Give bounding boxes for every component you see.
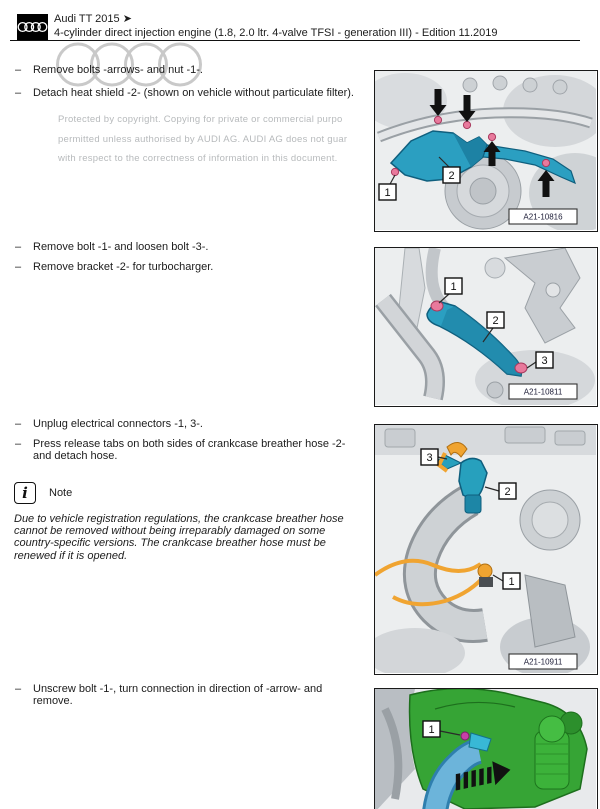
engine-illustration [375, 71, 596, 230]
svg-text:1: 1 [384, 187, 391, 199]
callout-2 [443, 167, 460, 183]
svg-text:2: 2 [492, 315, 499, 327]
audi-rings-icon [17, 14, 48, 40]
note-icon-glyph: i [22, 484, 28, 502]
header-title: Audi TT 2015 ➤ [54, 13, 132, 25]
copyright-line: with respect to the correctness of information in this document. [58, 153, 338, 164]
header-text [54, 13, 498, 40]
svg-text:A21-10911: A21-10911 [523, 657, 563, 667]
callout-1 [379, 184, 396, 200]
engine-illustration [375, 248, 596, 405]
callout-1 [503, 573, 520, 589]
figure-label [509, 654, 577, 669]
header-rule [10, 40, 580, 41]
svg-text:1: 1 [450, 281, 457, 293]
electrical-connector [478, 564, 492, 578]
callout-2 [499, 483, 516, 499]
figure-breather-hose [374, 424, 598, 675]
figure-turbo-connection [374, 688, 598, 809]
figure-label [509, 209, 577, 224]
instruction-item [15, 418, 360, 430]
svg-text:2: 2 [448, 170, 455, 182]
svg-text:1: 1 [508, 576, 515, 588]
engine-illustration [375, 689, 596, 809]
bullet-dash: – [15, 64, 22, 76]
bullet-dash: – [15, 683, 22, 695]
callout-1 [445, 278, 462, 294]
bullet-dash: – [15, 418, 22, 430]
copyright-line: permitted unless authorised by AUDI AG. AUDI AG does not guar [58, 133, 348, 145]
instruction-item [15, 683, 360, 708]
instruction-text: Remove bracket -2- for turbocharger. [33, 261, 214, 273]
callout-2 [487, 312, 504, 328]
bullet-dash: – [15, 87, 22, 99]
connector-body [479, 577, 493, 587]
instruction-item [15, 261, 360, 273]
instruction-item [15, 241, 360, 253]
instruction-text: Detach heat shield -2- (shown on vehicle without particulate filter). [33, 87, 354, 99]
instruction-text: Remove bolts -arrows- and nut -1-. [33, 64, 203, 76]
bullet-dash: – [15, 438, 22, 450]
callout-3 [421, 449, 438, 465]
bullet-dash: – [15, 261, 22, 273]
instruction-item [15, 64, 360, 76]
instruction-item [15, 438, 360, 463]
figure-label [509, 384, 577, 399]
figure-heat-shield [374, 70, 598, 232]
instruction-text: Remove bolt -1- and loosen bolt -3-. [33, 241, 209, 253]
note-info-icon [14, 482, 36, 504]
svg-text:3: 3 [541, 355, 548, 367]
figure-turbo-bracket [374, 247, 598, 407]
callout-1 [423, 721, 440, 737]
instruction-text: Unscrew bolt -1-, turn connection in direction of -arrow- and remove. [33, 683, 323, 708]
audi-logo-box [17, 14, 48, 40]
instruction-text: Press release tabs on both sides of crankcase breather hose -2- and detach hose. [33, 438, 346, 463]
engine-illustration [375, 425, 596, 673]
instruction-text: Unplug electrical connectors -1, 3-. [33, 418, 203, 430]
bolt-marker [461, 732, 469, 740]
svg-text:A21-10811: A21-10811 [523, 387, 563, 397]
svg-text:1: 1 [428, 724, 435, 736]
svg-text:2: 2 [504, 486, 511, 498]
copyright-line: Protected by copyright. Copying for private or commercial purpo [58, 114, 343, 125]
bullet-dash: – [15, 241, 22, 253]
note-body: Due to vehicle registration regulations, the crankcase breather hose cannot be removed without being irreparably damaged on some country-specific versions. The crankcase breather hose must be renewed if it is opened. [14, 513, 344, 562]
svg-text:A21-10816: A21-10816 [523, 212, 563, 222]
note-title: Note [49, 487, 73, 499]
instruction-item [15, 87, 360, 99]
svg-text:3: 3 [426, 452, 433, 464]
header-subtitle: 4-cylinder direct injection engine (1.8, 2.0 ltr. 4-valve TFSI - generation III) - Edition 11.2019 [54, 26, 498, 39]
copyright-watermark [58, 110, 372, 169]
callout-3 [536, 352, 553, 368]
